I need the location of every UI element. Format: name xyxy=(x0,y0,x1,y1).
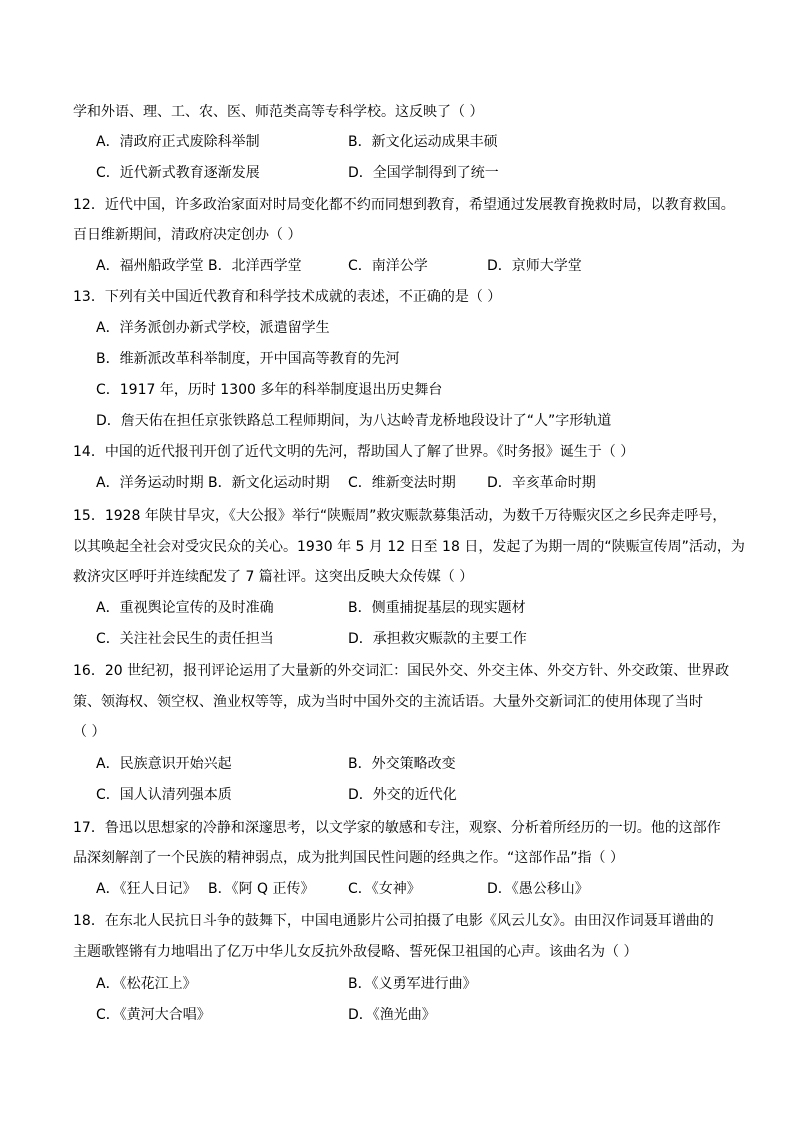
q17-option-a: A．《狂人日记》 xyxy=(96,881,197,897)
q14-option-a: A．洋务运动时期 xyxy=(96,475,204,491)
q17-stem-line-2: 品深刻解剖了一个民族的精神弱点，成为批判国民性问题的经典之作。“这部作品”指（ ） xyxy=(73,850,624,866)
q12-stem-line-2: 百日维新期间，清政府决定创办（ ） xyxy=(73,227,302,243)
q15-option-a: A．重视舆论宣传的及时准确 xyxy=(96,600,274,616)
q13-option-a: A．洋务派创办新式学校，派遣留学生 xyxy=(96,320,330,336)
q18-stem-line-2: 主题歌铿锵有力地唱出了亿万中华儿女反抗外敌侵略、誓死保卫祖国的心声。该曲名为（ ） xyxy=(73,944,638,960)
q11-option-b: B．新文化运动成果丰硕 xyxy=(348,134,498,150)
q16-option-b: B．外交策略改变 xyxy=(348,756,456,772)
q14-stem: 14．中国的近代报刊开创了近代文明的先河，帮助国人了解了世界。《时务报》诞生于（ ） xyxy=(73,444,635,460)
q15-option-c: C．关注社会民生的责任担当 xyxy=(96,631,274,647)
q12-option-c: C．南洋公学 xyxy=(348,258,428,274)
q17-option-d: D．《愚公移山》 xyxy=(487,881,589,897)
q12-stem-line-1: 12．近代中国，许多政治家面对时局变化都不约而同想到教育，希望通过发展教育挽救时局，以教育救国。 xyxy=(73,197,735,213)
q14-option-b: B．新文化运动时期 xyxy=(208,475,330,491)
q17-option-c: C．《女神》 xyxy=(348,881,421,897)
q12-option-b: B．北洋西学堂 xyxy=(208,258,302,274)
q11-option-a: A．清政府正式废除科举制 xyxy=(96,134,260,150)
q16-option-c: C．国人认清列强本质 xyxy=(96,787,232,803)
q16-option-a: A．民族意识开始兴起 xyxy=(96,756,232,772)
q16-stem-line-1: 16．20 世纪初，报刊评论运用了大量新的外交词汇：国民外交、外交主体、外交方针、外交政策、世界政 xyxy=(73,663,730,679)
q15-stem-line-3: 救济灾区呼吁并连续配发了 7 篇社评。这突出反映大众传媒（ ） xyxy=(73,569,474,585)
q17-option-b: B．《阿 Q 正传》 xyxy=(208,881,315,897)
q11-option-d: D．全国学制得到了统一 xyxy=(348,165,499,181)
q15-option-b: B．侧重捕捉基层的现实题材 xyxy=(348,600,526,616)
q13-option-c: C．1917 年，历时 1300 多年的科举制度退出历史舞台 xyxy=(96,382,443,398)
q18-option-a: A．《松花江上》 xyxy=(96,976,197,992)
q16-option-d: D．外交的近代化 xyxy=(348,787,457,803)
q11-option-c: C．近代新式教育逐渐发展 xyxy=(96,165,260,181)
q15-option-d: D．承担救灾赈款的主要工作 xyxy=(348,631,527,647)
q17-stem-line-1: 17．鲁迅以思想家的冷静和深邃思考，以文学家的敏感和专注，观察、分析着所经历的一切。他的这部作 xyxy=(73,820,721,836)
q18-stem-line-1: 18．在东北人民抗日斗争的鼓舞下，中国电通影片公司拍摄了电影《风云儿女》。由田汉作词聂耳谱曲的 xyxy=(73,913,714,929)
q12-option-a: A．福州船政学堂 xyxy=(96,258,204,274)
q18-option-d: D．《渔光曲》 xyxy=(348,1007,436,1023)
q13-option-b: B．维新派改革科举制度，开中国高等教育的先河 xyxy=(96,351,400,367)
q14-option-d: D．辛亥革命时期 xyxy=(487,475,596,491)
q18-option-b: B．《义勇军进行曲》 xyxy=(348,976,477,992)
q16-stem-line-2: 策、领海权、领空权、渔业权等等，成为当时中国外交的主流话语。大量外交新词汇的使用体现了当时 xyxy=(73,694,703,710)
q11-stem-line: 学和外语、理、工、农、医、师范类高等专科学校。这反映了（ ） xyxy=(73,104,484,120)
q13-stem: 13．下列有关中国近代教育和科学技术成就的表述，不正确的是（ ） xyxy=(73,289,502,305)
q13-option-d: D．詹天佑在担任京张铁路总工程师期间，为八达岭青龙桥地段设计了“人”字形轨道 xyxy=(96,413,612,429)
q12-option-d: D．京师大学堂 xyxy=(487,258,582,274)
q14-option-c: C．维新变法时期 xyxy=(348,475,456,491)
q15-stem-line-1: 15．1928 年陕甘旱灾，《大公报》举行“陕赈周”救灾赈款募集活动，为数千万待赈灾区之乡民奔走呼号， xyxy=(73,508,727,524)
q15-stem-line-2: 以其唤起全社会对受灾民众的关心。1930 年 5 月 12 日至 18 日，发起了为期一周的“陕赈宣传周”活动，为 xyxy=(73,539,745,555)
q18-option-c: C．《黄河大合唱》 xyxy=(96,1007,211,1023)
q16-stem-line-3: （ ） xyxy=(73,724,106,740)
